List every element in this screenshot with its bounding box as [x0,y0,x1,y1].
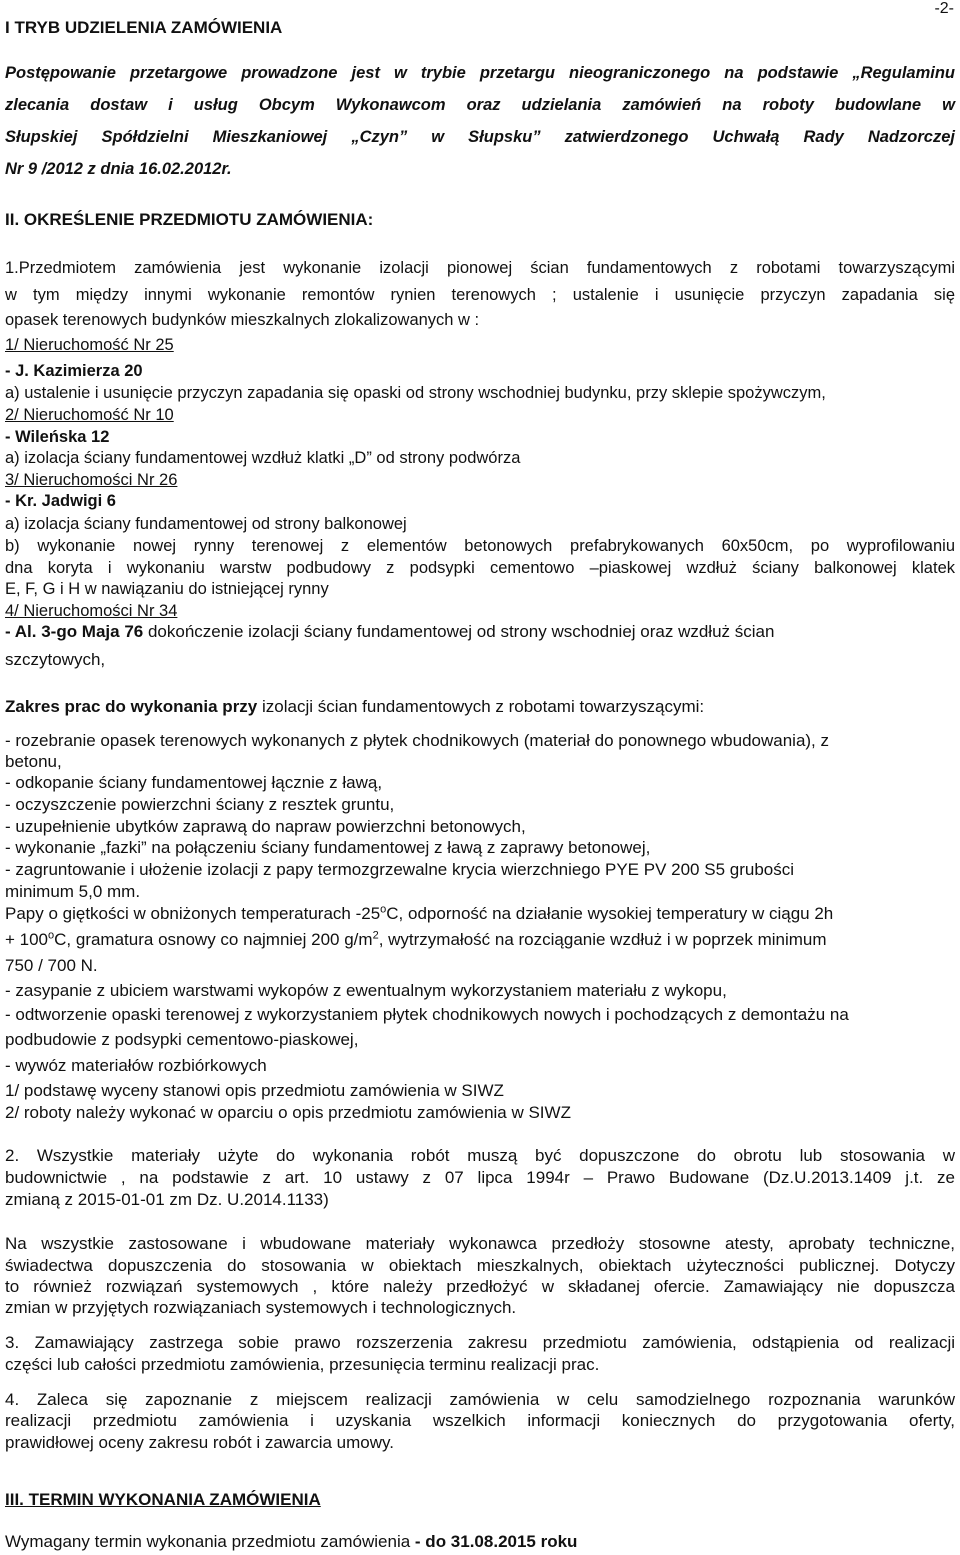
paragraph-4-line: 4. Zaleca się zapoznanie z miejscem realizacji zamówienia w celu samodzielnego rozpoznania warunków [5,1390,955,1409]
papy-text: + 100 [5,930,49,949]
property-item: a) ustalenie i usunięcie przyczyn zapadania się opaski od strony wschodniej budynku, przy sklepie spożywczym, [5,384,826,402]
property-item: a) izolacja ściany fundamentowej od strony balkonowej [5,515,407,533]
atesty-line: Na wszystkie zastosowane i wbudowane materiały wykonawca przedłoży stosowne atesty, aprobaty techniczne, [5,1234,955,1253]
property-street: - Al. 3-go Maja 76 [5,622,144,641]
atesty-line: świadectwa dopuszczenia do stosowania w obiektach mieszkalnych, obiektach użyteczności publicznej. Dotyczy [5,1256,955,1275]
scope-item: - uzupełnienie ubytków zaprawą do napraw powierzchni betonowych, [5,817,526,836]
intro-line: opasek terenowych budynków mieszkalnych zlokalizowanych w : [5,311,480,329]
degree-sup: o [48,929,55,942]
scope-heading-bold: Zakres prac do wykonania przy [5,697,258,716]
squared-sup: 2 [372,929,379,942]
property-item: E, F, G i H w nawiązaniu do istniejącej rynny [5,580,329,598]
property-street: - J. Kazimierza 20 [5,362,143,380]
intro-line: 1.Przedmiotem zamówienia jest wykonanie izolacji pionowej ścian fundamentowych z robotami towarzyszącymi [5,259,955,277]
property-title: 3/ Nieruchomości Nr 26 [5,471,178,489]
paragraph-2-line: budownictwie , na podstawie z art. 10 ustawy z 07 lipca 1994r – Prawo Budowane (Dz.U.2013.1409 j.t. ze [5,1168,955,1187]
property-item: dna koryta i wykonaniu warstw podbudowy z podsypki cementowo –piaskowej wzdłuż ściany balkonowej klatek [5,559,955,577]
scope-item: 2/ roboty należy wykonać w oparciu o opis przedmiotu zamówienia w SIWZ [5,1103,571,1122]
regulamin-text: „Regulaminu [852,64,955,82]
papy-text: C, odporność na działanie wysokiej temperatury w ciągu 2h [386,904,834,923]
scope-item: - zagruntowanie i ułożenie izolacji z papy termozgrzewalne krycia wierzchniego PYE PV 200 S5 grubości [5,860,795,879]
property-title: 2/ Nieruchomość Nr 10 [5,406,174,424]
papy-line: 750 / 700 N. [5,956,98,975]
section-1-heading: I TRYB UDZIELENIA ZAMÓWIENIA [5,18,283,37]
property-item: a) izolacja ściany fundamentowej wzdłuż klatki „D” od strony podwórza [5,449,521,467]
property-title: 1/ Nieruchomość Nr 25 [5,336,174,354]
degree-sup: o [380,903,387,916]
section-1-line-text: Postępowanie przetargowe prowadzone jest w trybie przetargu nieograniczonego na podstawie [5,64,853,82]
scope-item: - odkopanie ściany fundamentowej łącznie z ławą, [5,773,383,792]
scope-item: - wykonanie „fazki” na połączeniu ściany fundamentowej z ławą z zaprawy betonowej, [5,838,651,857]
paragraph-3-line: części lub całości przedmiotu zamówienia, przesunięcia terminu realizacji prac. [5,1355,600,1374]
intro-line: w tym między innymi wykonanie remontów rynien terenowych ; ustalenie i usunięcie przyczyn zapadania się [5,286,955,304]
property-street: - Kr. Jadwigi 6 [5,492,116,510]
scope-item: minimum 5,0 mm. [5,882,141,901]
scope-item: - wywóz materiałów rozbiórkowych [5,1056,267,1075]
section-1-line [5,63,955,83]
paragraph-2-line: 2. Wszystkie materiały użyte do wykonania robót muszą być dopuszczone do obrotu lub stosowania w [5,1146,955,1165]
property-title: 4/ Nieruchomości Nr 34 [5,602,178,620]
scope-item: podbudowie z podsypki cementowo-piaskowej, [5,1030,359,1049]
paragraph-4-line: prawidłowej oceny zakresu robót i zawarcia umowy. [5,1433,394,1452]
property-item: dokończenie izolacji ściany fundamentowej od strony wschodniej oraz wzdłuż ścian [143,622,775,641]
section-1-line: Słupskiej Spółdzielni Mieszkaniowej „Czyn” w Słupsku” zatwierdzonego Uchwałą Rady Nadzorczej [5,128,955,146]
scope-item: betonu, [5,752,62,771]
papy-text: Papy o giętkości w obniżonych temperaturach -25 [5,904,381,923]
deadline-text [5,1532,577,1552]
paragraph-3-line: 3. Zamawiający zastrzega sobie prawo rozszerzenia zakresu przedmiotu zamówienia, odstąpienia od realizacji [5,1333,955,1352]
section-1-line: Nr 9 /2012 z dnia 16.02.2012r. [5,160,232,178]
deadline-date: - do 31.08.2015 roku [414,1532,578,1551]
page-number: -2- [934,0,954,17]
section-1-line: zlecania dostaw i usług Obcym Wykonawcom oraz udzielania zamówień na roboty budowlane w [5,96,955,114]
papy-line [5,904,833,924]
property-street: - Wileńska 12 [5,428,110,446]
property-item: szczytowych, [5,650,106,669]
section-3-heading: III. TERMIN WYKONANIA ZAMÓWIENIA [5,1490,321,1509]
scope-item: - rozebranie opasek terenowych wykonanych z płytek chodnikowych (materiał do ponownego wbudowania), z [5,731,830,750]
scope-heading [5,697,704,717]
scope-item: - odtworzenie opaski terenowej z wykorzystaniem płytek chodnikowych nowych i pochodzących z demontażu na [5,1005,849,1024]
scope-item: - zasypanie z ubiciem warstwami wykopów z ewentualnym wykorzystaniem materiału z wykopu, [5,981,727,1000]
scope-item: 1/ podstawę wyceny stanowi opis przedmiotu zamówienia w SIWZ [5,1081,504,1100]
paragraph-4-line: realizacji przedmiotu zamówienia i uzyskania wszelkich informacji koniecznych do przygotowania oferty, [5,1411,955,1430]
deadline-label: Wymagany termin wykonania przedmiotu zamówienia [5,1532,415,1551]
atesty-line: zmian w przyjętych rozwiązaniach systemowych i technologicznych. [5,1298,517,1317]
papy-text: , wytrzymałość na rozciąganie wzdłuż i w poprzek minimum [378,930,827,949]
paragraph-2-line: zmianą z 2015-01-01 zm Dz. U.2014.1133) [5,1190,329,1209]
papy-text: C, gramatura osnowy co najmniej 200 g/m [54,930,373,949]
scope-heading-rest: izolacji ścian fundamentowych z robotami towarzyszącymi: [257,697,705,716]
property-item: b) wykonanie nowej rynny terenowej z elementów betonowych prefabrykowanych 60x50cm, po wyprofilowaniu [5,537,955,555]
scope-item: - oczyszczenie powierzchni ściany z resztek gruntu, [5,795,395,814]
property-street-line [5,622,774,642]
section-2-heading: II. OKREŚLENIE PRZEDMIOTU ZAMÓWIENIA: [5,210,374,229]
atesty-line: to również rozwiązań systemowych , które należy przedłożyć w składanej ofercie. Zamawiający nie dopuszcza [5,1277,955,1296]
papy-line [5,930,827,950]
